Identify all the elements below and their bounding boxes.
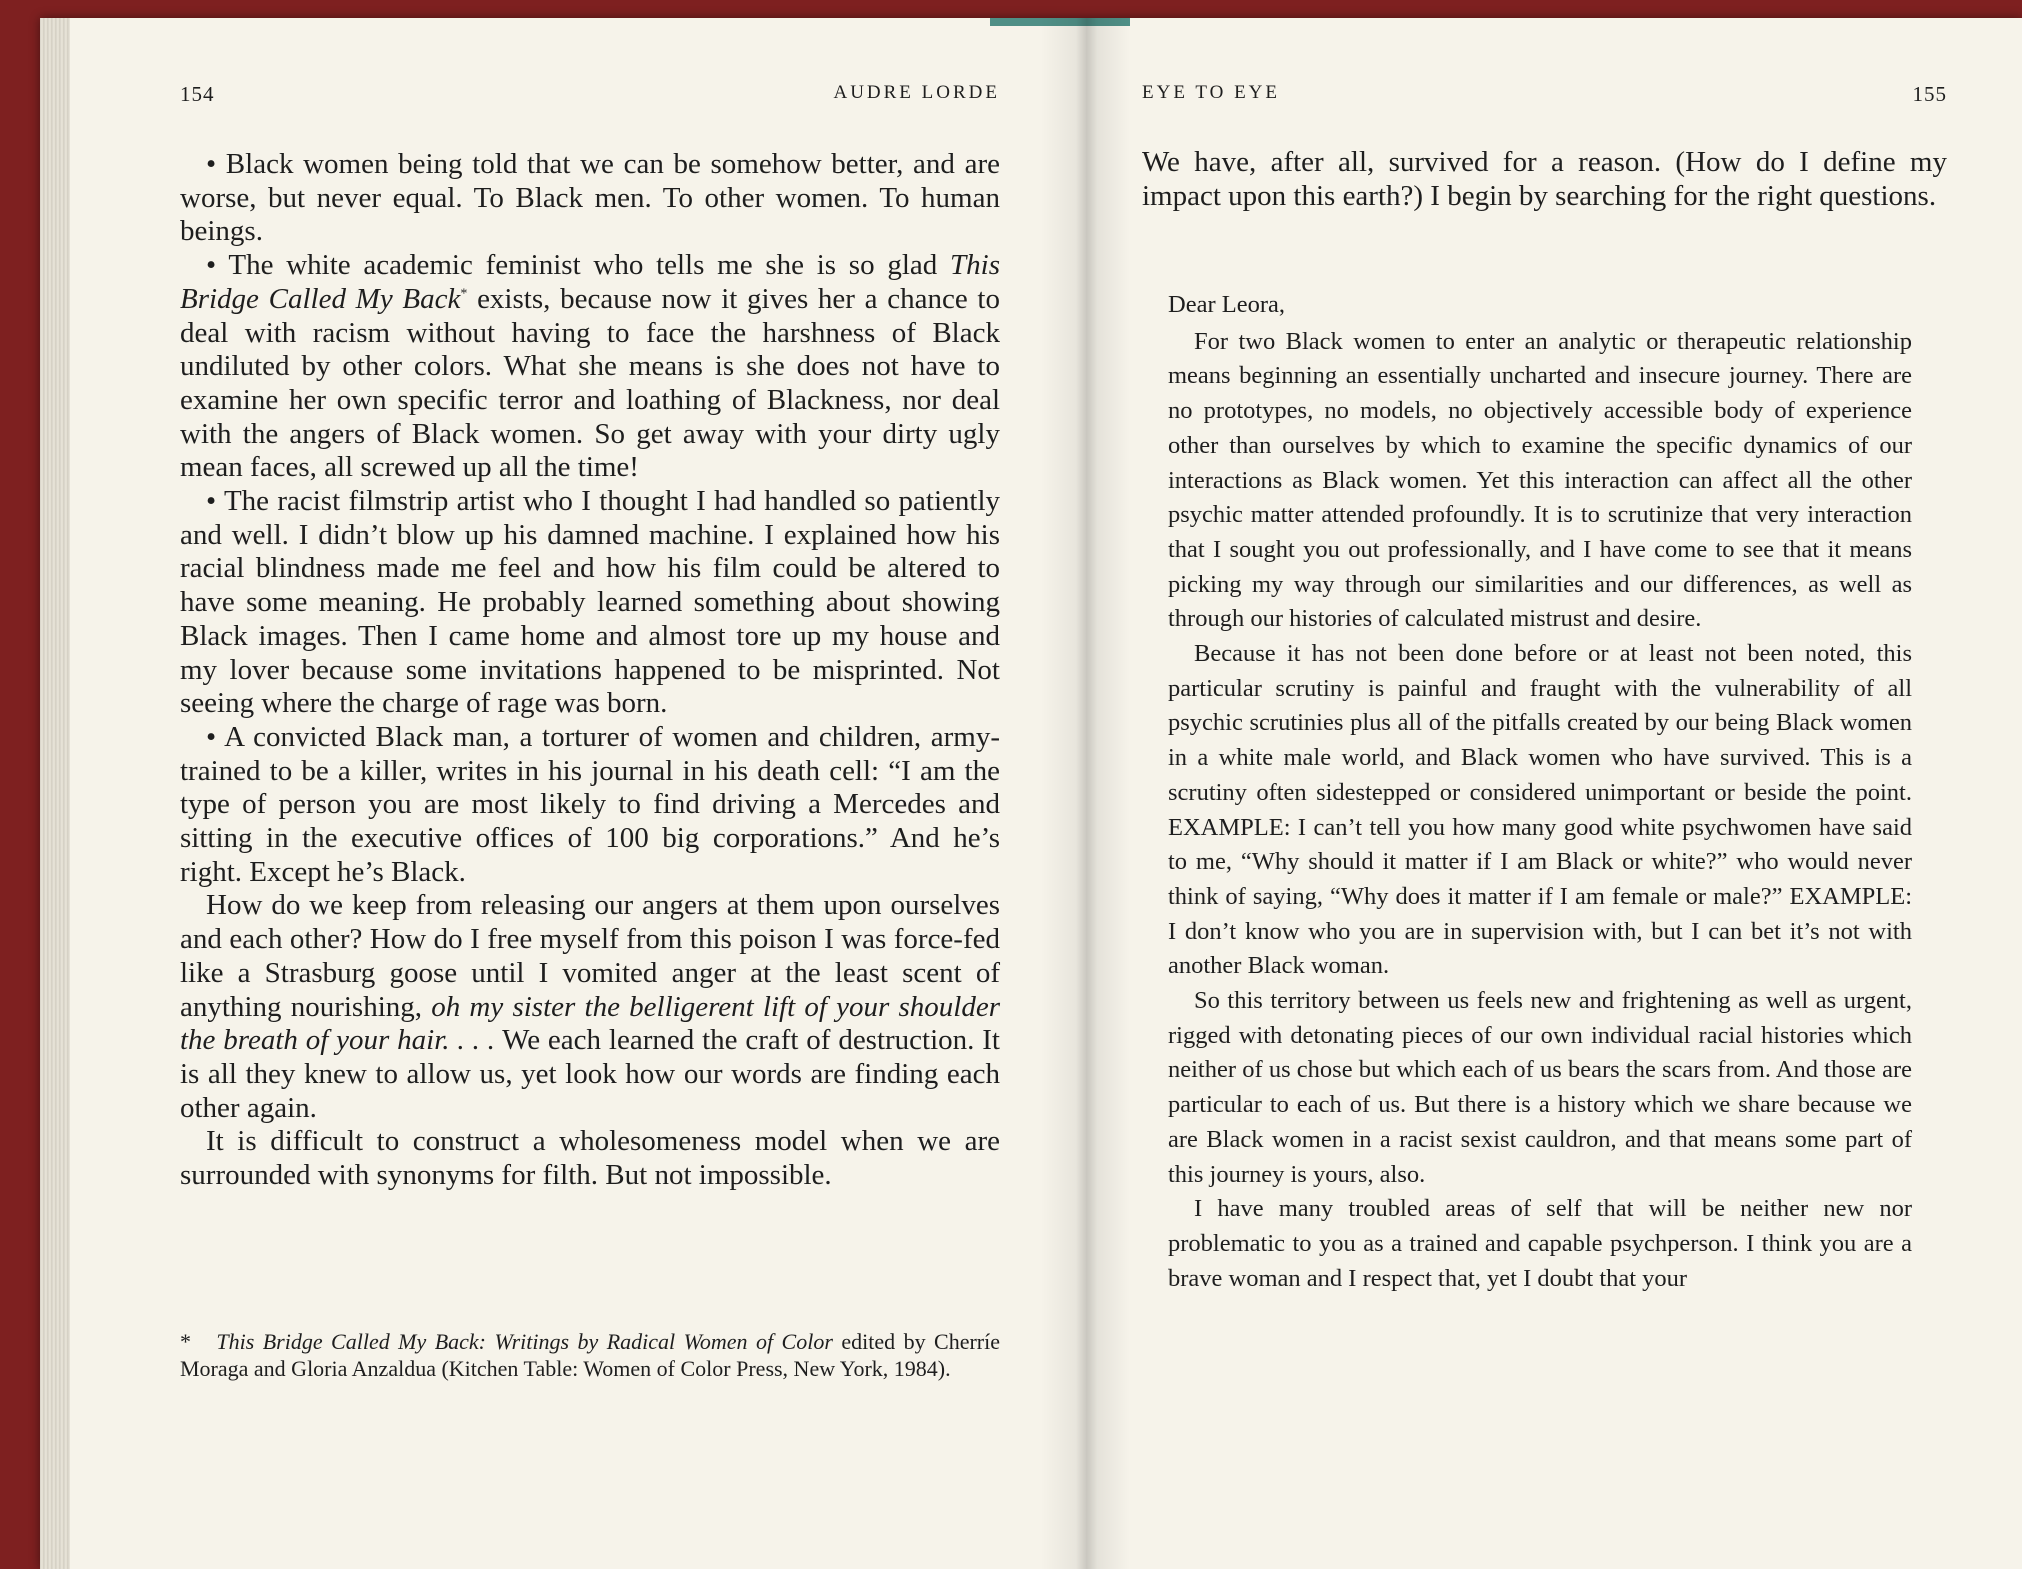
page-edges <box>40 18 70 1569</box>
right-page <box>1142 18 1947 1569</box>
left-page <box>180 18 1000 1569</box>
text-run: exists, because now it gives her a chance to deal with racism without having to face the harshness of Black undiluted by other colors. What she means is she does not have to examine her own specific terror and loathing of Blackness, nor deal with the angers of Black women. So get away with your dirty ugly mean faces, all screwed up all the time! <box>180 282 1000 484</box>
paragraph-angers <box>180 889 1000 1125</box>
right-page-number: 155 <box>1912 82 1947 106</box>
footnote <box>180 1328 1000 1382</box>
book-gutter <box>1040 18 1130 1569</box>
paragraph: We have, after all, survived for a reason. (How do I define my impact upon this earth?) I begin by searching for the right questions. <box>1142 146 1947 212</box>
left-author-head: AUDRE LORDE <box>833 82 1000 103</box>
letter-paragraph: So this territory between us feels new and frightening as well as urgent, rigged with detonating pieces of our own individual racial histories which neither of us chose but which each of us bears the scars from. And those are particular to each of us. But there is a history which we share because we are Black women in a racist sexist cauldron, and that means some part of this journey is yours, also. <box>1168 987 1912 1188</box>
paragraph: It is difficult to construct a wholesomeness model when we are surrounded with synonyms for filth. But not impossible. <box>180 1125 1000 1192</box>
book-spread <box>40 18 2022 1569</box>
right-chapter-head: EYE TO EYE <box>1142 82 1281 103</box>
paragraph: • Black women being told that we can be somehow better, and are worse, but never equal. To Black men. To other women. To human beings. <box>180 148 1000 248</box>
paragraph: • A convicted Black man, a torturer of women and children, army-trained to be a killer, writes in his journal in his death cell: “I am the type of person you are most likely to find driving a Mercedes and sitting in the executive offices of 100 big corporations.” And he’s right. Except he’s Black. <box>180 720 1000 888</box>
footnote-title: This Bridge Called My Back: Writings by Radical Women of Color <box>216 1329 833 1354</box>
right-running-head <box>1142 82 1947 116</box>
left-page-number: 154 <box>180 82 215 106</box>
book-title-italic: This Bridge Called My Back <box>180 249 1000 315</box>
paragraph: • The racist filmstrip artist who I thought I had handled so patiently and well. I didn’t blow up his damned machine. I explained how his racial blindness made me feel and how his film could be altered to have some meaning. He probably learned something about showing Black images. Then I came home and almost tore up my house and my lover because some invitations happened to be misprinted. Not seeing where the charge of rage was born. <box>180 485 1000 720</box>
footnote-mark: * <box>180 1329 191 1354</box>
right-page-opening <box>1142 146 1947 213</box>
footnote-marker: * <box>460 286 468 302</box>
letter-paragraph: For two Black women to enter an analytic or therapeutic relationship means beginning an essentially uncharted and insecure journey. There are no prototypes, no models, no objectively accessible body of experience other than ourselves by which to examine the specific dynamics of our interactions as Black women. Yet this interaction can affect all the other psychic matter attended profoundly. It is to scrutinize that very interaction that I sought you out professionally, and I have come to see that it means picking my way through our similarities and our differences, as well as through our histories of calculated mistrust and desire. <box>1168 327 1912 633</box>
text-run: How do we keep from releasing our angers at them upon ourselves and each other? How do I free myself from this poison I was force-fed like a Strasburg goose until I vomited anger at the least scent of anything nourishing, <box>180 889 1000 1023</box>
letter-paragraph: I have many troubled areas of self that will be neither new nor problematic to you as a trained and capable psychperson. I think you are a brave woman and I respect that, yet I doubt that your <box>1168 1195 1912 1292</box>
italic-phrase: oh my sister the belligerent lift of your shoulder the breath of your hair. . . . <box>180 990 1000 1057</box>
left-page-body <box>180 148 1000 1193</box>
letter-to-leora <box>1168 288 1912 1296</box>
paragraph-feminist <box>180 249 1000 485</box>
left-running-head <box>180 82 1000 116</box>
text-run: We each learned the craft of destruction. It is all they knew to allow us, yet look how our words are finding each other again. <box>180 1024 1000 1124</box>
letter-salutation: Dear Leora, <box>1168 291 1285 318</box>
text-run: • The white academic feminist who tells me she is so glad <box>206 249 951 282</box>
footnote-text: edited by Cherríe Moraga and Gloria Anzaldua (Kitchen Table: Women of Color Press, New York, 1984). <box>180 1329 1000 1381</box>
letter-paragraph: Because it has not been done before or at least not been noted, this particular scrutiny is painful and fraught with the vulnerability of all psychic scrutinies plus all of the pitfalls created by our being Black women in a white male world, and Black women who have survived. This is a scrutiny often sidestepped or considered unimportant or beside the point. EXAMPLE: I can’t tell you how many good white psychwomen have said to me, “Why should it matter if I am Black or white?” who would never think of saying, “Why does it matter if I am female or male?” EXAMPLE: I don’t know who you are in supervision with, but I can bet it’s not with another Black woman. <box>1168 640 1912 980</box>
